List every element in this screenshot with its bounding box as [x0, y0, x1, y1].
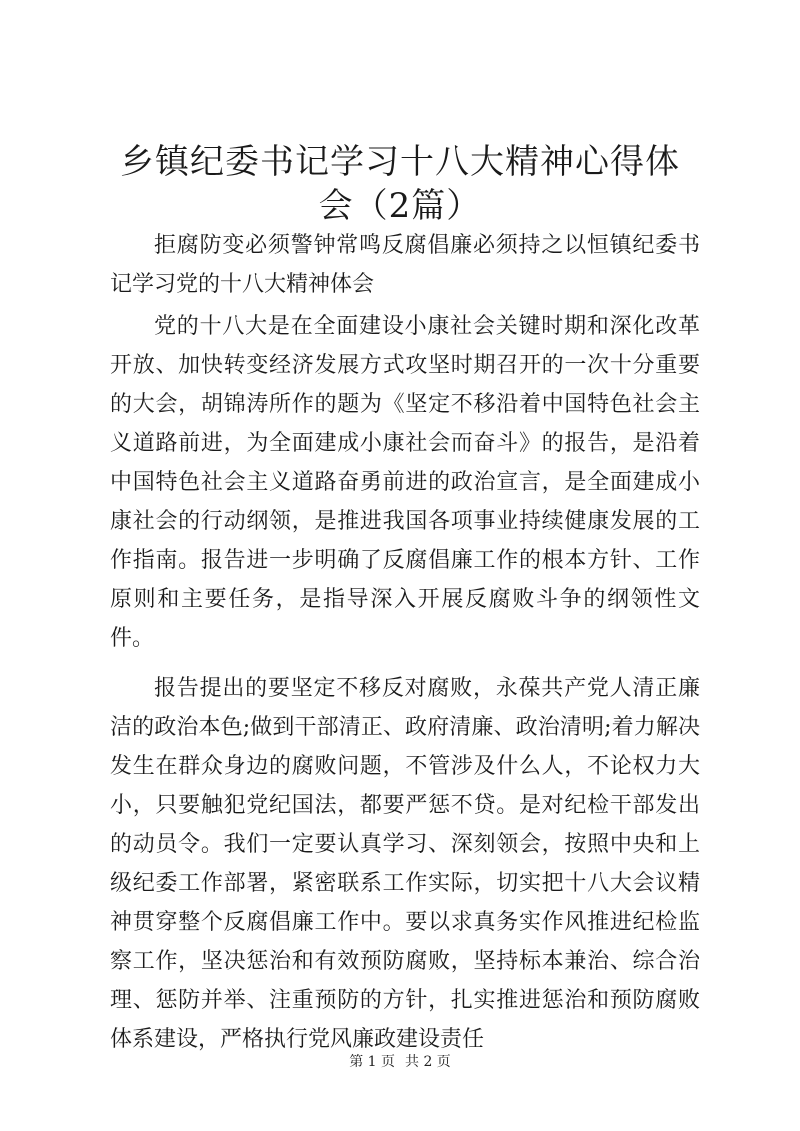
- page-number: 第 1 页: [349, 1054, 395, 1070]
- paragraph-intro: 党的十八大是在全面建设小康社会关键时期和深化改革开放、加快转变经济发展方式攻坚时期召开的一次十分重要的大会，胡锦涛所作的题为《坚定不移沿着中国特色社会主义道路前进，为全面建成小康社会而奋斗》的报告，是沿着中国特色社会主义道路奋勇前进的政治宣言，是全面建成小康社会的行动纲领，是推进我国各项事业持续健康发展的工作指南。报告进一步明确了反腐倡廉工作的根本方针、工作原则和主要任务，是指导深入开展反腐败斗争的纲领性文件。: [110, 314, 700, 651]
- paragraph-subtitle: 拒腐防变必须警钟常鸣反腐倡廉必须持之以恒镇纪委书记学习党的十八大精神体会: [110, 233, 700, 297]
- paragraph-report: 报告提出的要坚定不移反对腐败，永葆共产党人清正廉洁的政治本色;做到干部清正、政府清廉、政治清明;着力解决发生在群众身边的腐败问题，不管涉及什么人，不论权力大小，只要触犯党纪国法，都要严惩不贷。是对纪检干部发出的动员令。我们一定要认真学习、深刻领会，按照中央和上级纪委工作部署，紧密联系工作实际，切实把十八大会议精神贯穿整个反腐倡廉工作中。要以求真务实作风推进纪检监察工作，坚决惩治和有效预防腐败，坚持标本兼治、综合治理、惩防并举、注重预防的方针，扎实推进惩治和预防腐败体系建设，严格执行党风廉政建设责任: [110, 676, 700, 1052]
- document-body: [110, 226, 700, 1059]
- document-title: 乡镇纪委书记学习十八大精神心得体会（2篇）: [120, 142, 680, 226]
- page-footer: [0, 1052, 800, 1072]
- page-total: 共 2 页: [405, 1054, 451, 1070]
